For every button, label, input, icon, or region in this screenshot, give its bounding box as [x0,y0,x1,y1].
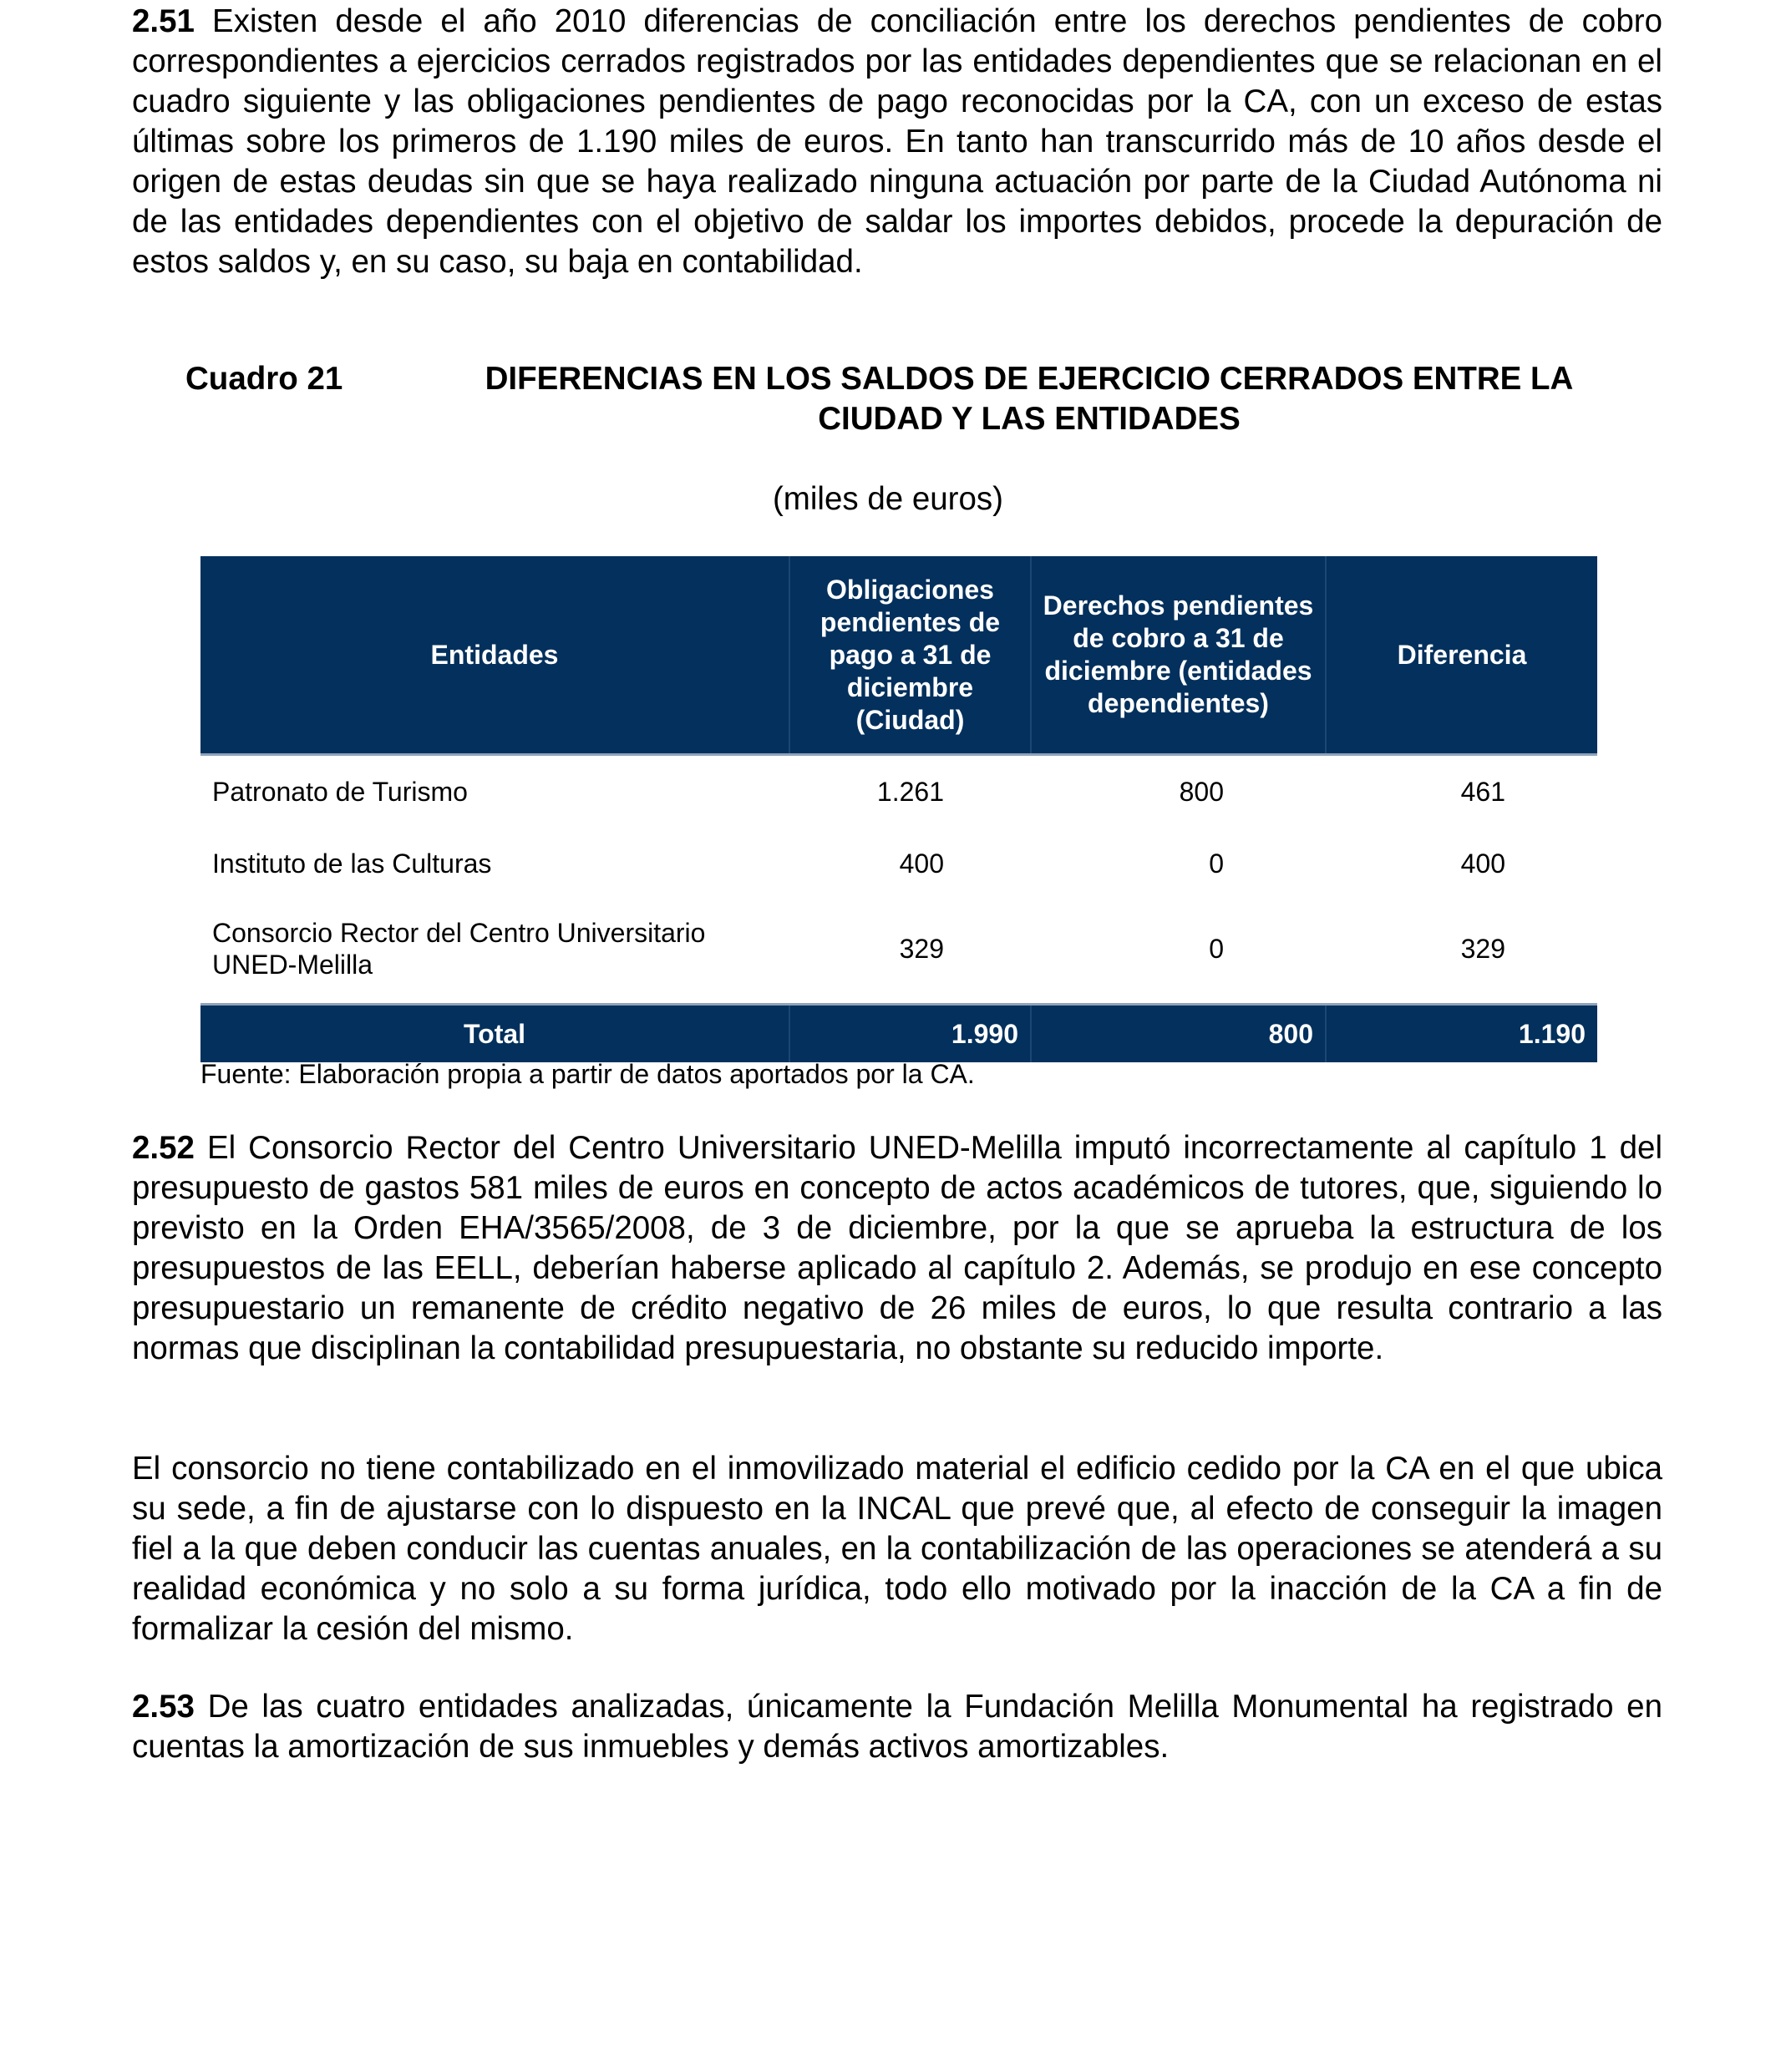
table-source: Fuente: Elaboración propia a partir de datos aportados por la CA. [200,1059,975,1089]
paragraph-2-52 [132,1128,1662,1369]
paragraph-text: Existen desde el año 2010 diferencias de conciliación entre los derechos pendientes de cobro correspondientes a ejercicios cerrados registrados por las entidades dependientes que se relacionan en el cuadro siguiente y las obligaciones pendientes de pago reconocidas por la CA, con un exceso de estas últimas sobre los primeros de 1.190 miles de euros. En tanto han transcurrido más de 10 años desde el origen de estas deudas sin que se haya realizado ninguna actuación por parte de la Ciudad Autónoma ni de las entidades dependientes con el objetivo de saldar los importes debidos, procede la depuración de estos saldos y, en su caso, su baja en contabilidad. [132,3,1662,280]
paragraph-2-53 [132,1687,1662,1767]
cell-entidad: Consorcio Rector del Centro Universitario UNED-Melilla [212,918,706,980]
cell-diferencia: 329 [1460,934,1505,964]
table-row [200,899,1597,998]
column-header-diferencia: Diferencia [1326,556,1597,755]
table-header-row [200,556,1597,755]
paragraph-number: 2.53 [132,1689,195,1725]
column-header-entidades: Entidades [200,556,789,755]
cell-entidad: Instituto de las Culturas [212,849,492,879]
cell-obligaciones: 329 [899,934,944,964]
paragraph-text: El Consorcio Rector del Centro Universitario UNED-Melilla imputó incorrectamente al capítulo 1 del presupuesto de gastos 581 miles de euros en concepto de actos académicos de tutores, que, siguiendo lo previsto en la Orden EHA/3565/2008, de 3 de diciembre, por la que se aprueba la estructura de los presupuestos de las EELL, deberían haberse aplicado al capítulo 2. Además, se produjo en ese concepto presupuestario un remanente de crédito negativo de 26 miles de euros, lo que resulta contrario a las normas que disciplinan la contabilidad presupuestaria, no obstante su reducido importe. [132,1130,1662,1366]
column-header-derechos: Derechos pendientes de cobro a 31 de diciembre (entidades dependientes) [1031,556,1326,755]
paragraph-number: 2.51 [132,3,195,39]
paragraph-2-51 [132,2,1662,282]
total-label: Total [200,1005,789,1063]
table-title: DIFERENCIAS EN LOS SALDOS DE EJERCICIO CERRADOS ENTRE LA CIUDAD Y LAS ENTIDADES [485,361,1574,437]
cell-derechos: 0 [1209,934,1224,964]
column-header-obligaciones: Obligaciones pendientes de pago a 31 de diciembre (Ciudad) [789,556,1031,755]
table-row [200,828,1597,899]
total-diferencia: 1.190 [1326,1005,1597,1063]
differences-table [200,556,1597,1062]
paragraph-number: 2.52 [132,1130,195,1166]
cell-derechos: 0 [1209,849,1224,879]
paragraph-text: De las cuatro entidades analizadas, únicamente la Fundación Melilla Monumental ha registrado en cuentas la amortización de sus inmuebles y demás activos amortizables. [132,1689,1662,1765]
cell-diferencia: 400 [1460,849,1505,879]
table-number: Cuadro 21 [185,361,343,397]
table-units: (miles de euros) [772,481,1003,517]
total-obligaciones: 1.990 [789,1005,1031,1063]
cell-obligaciones: 400 [899,849,944,879]
paragraph-2-52-continued: El consorcio no tiene contabilizado en el inmovilizado material el edificio cedido por la CA en el que ubica su sede, a fin de ajustarse con lo dispuesto en la INCAL que prevé que, al efecto de conseguir la imagen fiel a la que deben conducir las cuentas anuales, en la contabilización de las operaciones se atenderá a su realidad económica y no solo a su forma jurídica, todo ello motivado por la inacción de la CA a fin de formalizar la cesión del mismo. [132,1451,1662,1647]
cell-diferencia: 461 [1460,777,1505,807]
cell-entidad: Patronato de Turismo [212,777,468,807]
cell-derechos: 800 [1179,777,1224,807]
total-derechos: 800 [1031,1005,1326,1063]
cell-obligaciones: 1.261 [876,777,944,807]
table-total-row [200,1005,1597,1063]
table-row [200,755,1597,828]
